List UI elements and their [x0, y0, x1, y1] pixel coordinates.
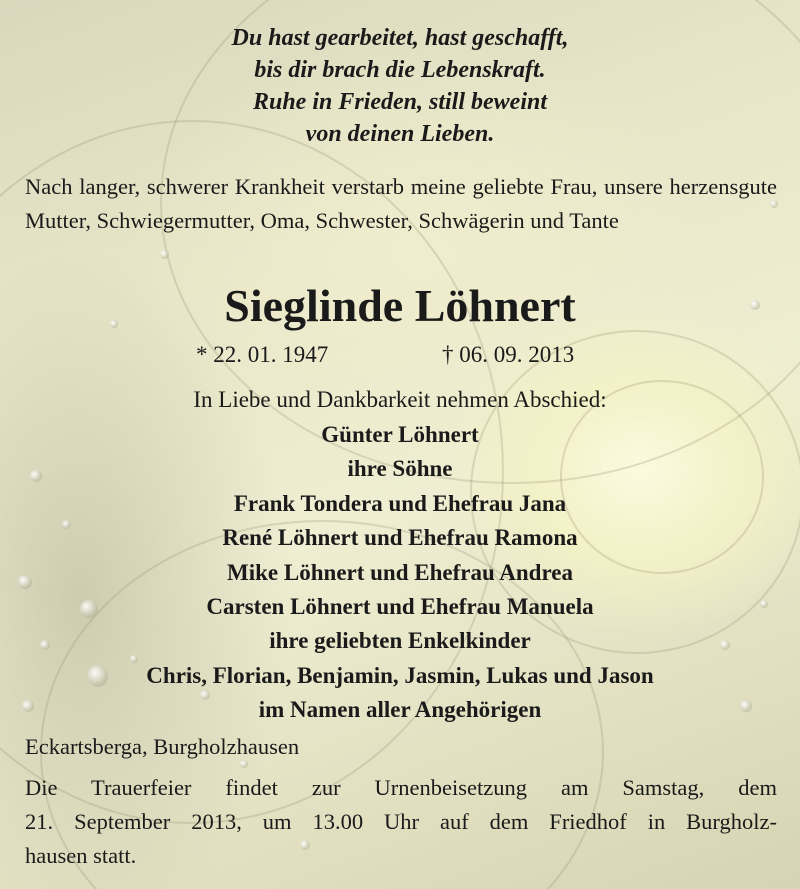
mourners-list: [0, 418, 800, 728]
poem-line: Ruhe in Frieden, still beweint: [252, 89, 548, 115]
mourner-line: Günter Löhnert: [321, 422, 479, 447]
poem-line: von deinen Lieben.: [305, 121, 495, 147]
service-line: 21. September 2013, um 13.00 Uhr auf dem Friedhof in Burgholz-: [25, 809, 777, 834]
mourner-line: Carsten Löhnert und Ehefrau Manuela: [206, 594, 594, 620]
life-dates: [0, 338, 800, 372]
mourner-line: René Löhnert und Ehefrau Ramona: [222, 525, 578, 551]
memorial-poem: [0, 22, 800, 150]
death-date: † 06. 09. 2013: [442, 342, 575, 367]
intro-text: Nach langer, schwerer Krankheit verstarb meine geliebte Frau, unsere herzensgute Mutter, Schwiegermutter, Oma, Schwester, Schwägerin und Tante: [25, 174, 777, 233]
birth-date: * 22. 01. 1947: [196, 342, 329, 367]
funeral-service-info: [25, 771, 777, 873]
poem-line: Du hast gearbeitet, hast geschafft,: [231, 25, 569, 51]
mourner-line: ihre Söhne: [347, 456, 453, 482]
mourner-line: Frank Tondera und Ehefrau Jana: [233, 490, 567, 516]
place-names: Eckartsberga, Burgholzhausen: [25, 734, 300, 759]
mourner-line: im Namen aller Angehörigen: [258, 697, 542, 723]
mourner-line: Chris, Florian, Benjamin, Jasmin, Lukas und Jason: [146, 662, 654, 688]
deceased-name: Sieglinde Löhnert: [224, 280, 576, 331]
mourner-line: ihre geliebten Enkelkinder: [269, 628, 531, 654]
mourner-line: Mike Löhnert und Ehefrau Andrea: [227, 559, 573, 585]
service-line: hausen statt.: [25, 843, 137, 868]
service-line: Die Trauerfeier findet zur Urnenbeisetzung am Samstag, dem: [25, 775, 777, 800]
poem-line: bis dir brach die Lebenskraft.: [254, 57, 546, 83]
farewell-heading: In Liebe und Dankbarkeit nehmen Abschied:: [193, 387, 607, 412]
